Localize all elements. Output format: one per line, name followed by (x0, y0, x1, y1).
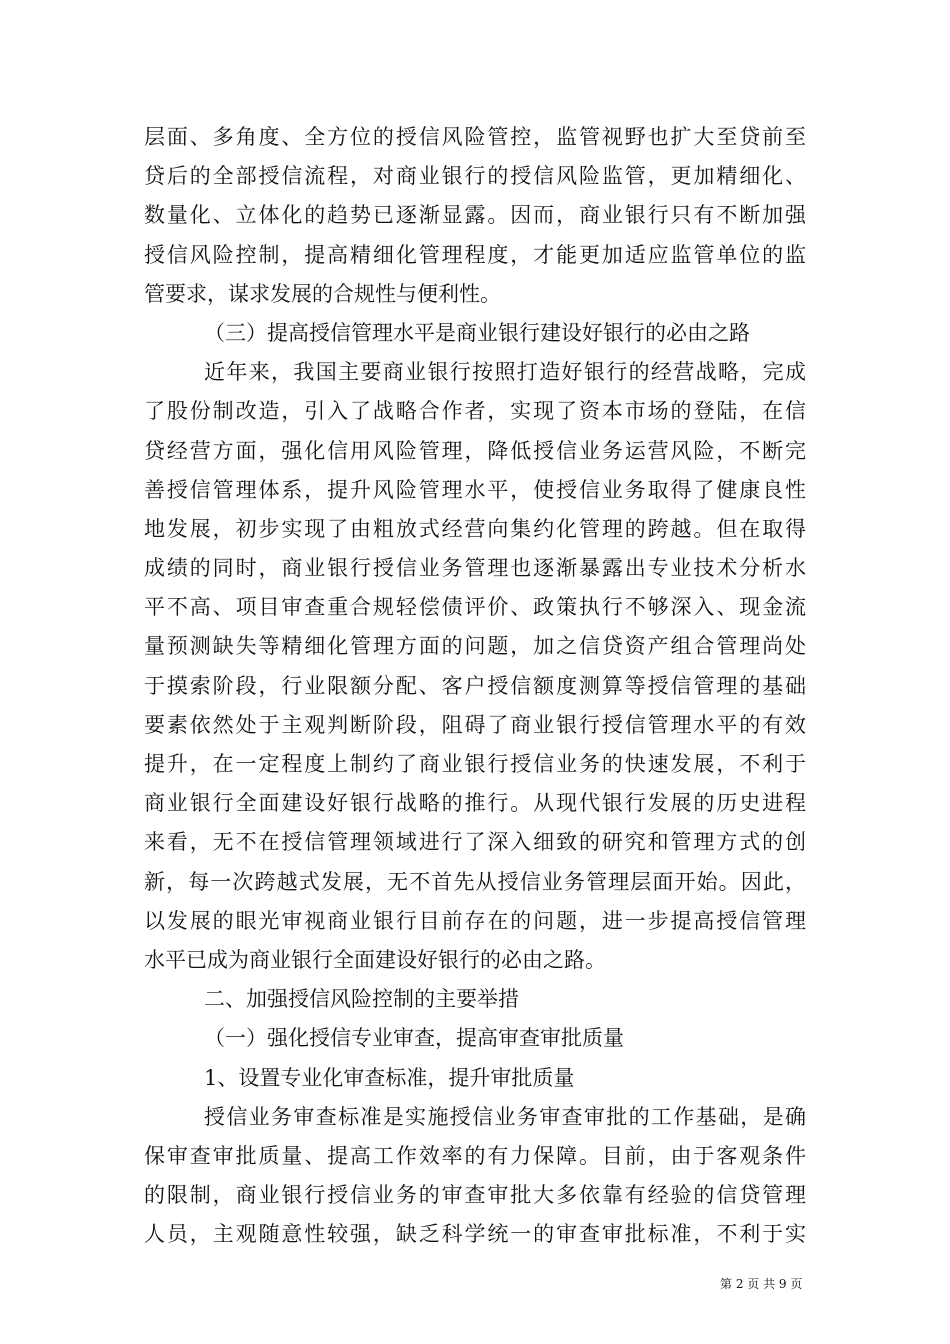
subsection-heading: 1、设置专业化审查标准，提升审批质量 (204, 1065, 575, 1090)
text-line: 地发展，初步实现了由粗放式经营向集约化管理的跨越。但在取得 (144, 516, 806, 541)
body-text (144, 118, 806, 1254)
text-line: 善授信管理体系，提升风险管理水平，使授信业务取得了健康良性 (144, 477, 806, 502)
text-line: 贷后的全部授信流程，对商业银行的授信风险监管，更加精细化、 (144, 164, 806, 189)
text-line: 水平已成为商业银行全面建设好银行的必由之路。 (144, 947, 606, 972)
subsection-heading: （一）强化授信专业审查，提高审查审批质量 (204, 1026, 624, 1051)
text-line: 了股份制改造，引入了战略合作者，实现了资本市场的登陆，在信 (144, 399, 806, 424)
text-line: 贷经营方面，强化信用风险管理，降低授信业务运营风险，不断完 (144, 438, 806, 463)
text-line: 近年来，我国主要商业银行按照打造好银行的经营战略，完成 (204, 360, 806, 385)
text-line: 提升，在一定程度上制约了商业银行授信业务的快速发展，不利于 (144, 752, 806, 776)
text-line: 层面、多角度、全方位的授信风险管控，监管视野也扩大至贷前至 (144, 125, 806, 149)
text-line: 的限制，商业银行授信业务的审查审批大多依靠有经验的信贷管理 (144, 1183, 806, 1208)
section-heading: （三）提高授信管理水平是商业银行建设好银行的必由之路 (204, 320, 750, 345)
text-line: 商业银行全面建设好银行战略的推行。从现代银行发展的历史进程 (144, 791, 806, 816)
text-line: 授信业务审查标准是实施授信业务审查审批的工作基础，是确 (204, 1104, 806, 1129)
text-line: 管要求，谋求发展的合规性与便利性。 (144, 281, 501, 306)
text-line: 保审查审批质量、提高工作效率的有力保障。目前，由于客观条件 (144, 1143, 806, 1168)
text-line: 人员，主观随意性较强，缺乏科学统一的审查审批标准，不利于实 (144, 1222, 806, 1247)
text-line: 要素依然处于主观判断阶段，阻碍了商业银行授信管理水平的有效 (144, 712, 806, 737)
text-line: 新，每一次跨越式发展，无不首先从授信业务管理层面开始。因此， (144, 869, 806, 894)
text-line: 以发展的眼光审视商业银行目前存在的问题，进一步提高授信管理 (144, 908, 806, 933)
text-line: 数量化、立体化的趋势已逐渐显露。因而，商业银行只有不断加强 (144, 203, 806, 228)
page-number: 第 2 页 共 9 页 (720, 1277, 803, 1291)
text-line: 来看，无不在授信管理领域进行了深入细致的研究和管理方式的创 (144, 830, 806, 855)
section-heading: 二、加强授信风险控制的主要举措 (204, 987, 519, 1012)
text-line: 平不高、项目审查重合规轻偿债评价、政策执行不够深入、现金流 (144, 595, 806, 620)
text-line: 授信风险控制，提高精细化管理程度，才能更加适应监管单位的监 (144, 242, 806, 267)
text-line: 于摸索阶段，行业限额分配、客户授信额度测算等授信管理的基础 (144, 673, 806, 698)
text-line: 量预测缺失等精细化管理方面的问题，加之信贷资产组合管理尚处 (144, 634, 806, 659)
text-line: 成绩的同时，商业银行授信业务管理也逐渐暴露出专业技术分析水 (144, 556, 806, 581)
